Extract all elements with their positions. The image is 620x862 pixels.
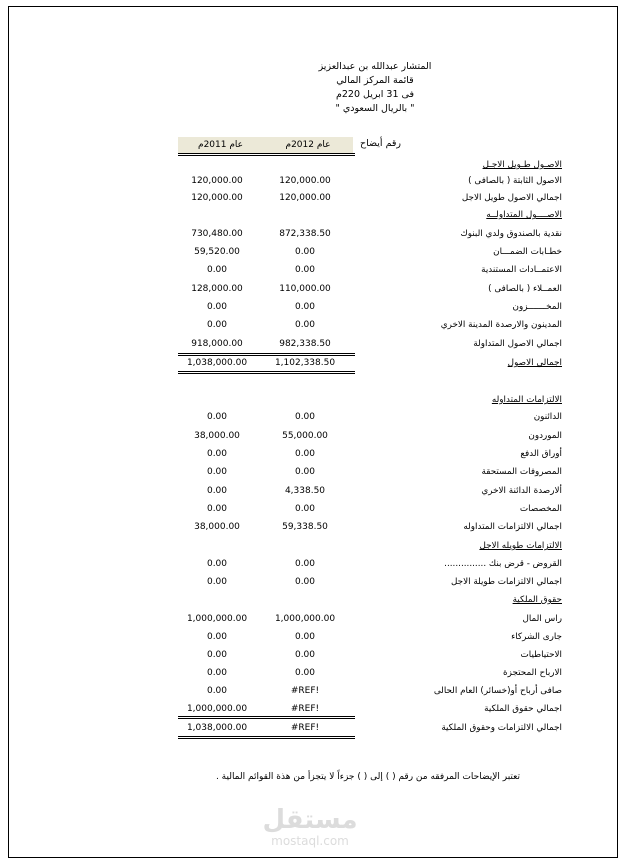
section-heading-row xyxy=(0,592,620,610)
value-2012: 0.00 xyxy=(294,265,316,275)
row-label: الاصـول طـويل الاجـل xyxy=(482,160,562,170)
value-2011: 0.00 xyxy=(206,577,228,587)
value-2012: 0.00 xyxy=(294,247,316,257)
row-label: ألارصدة الدائنة الاخري xyxy=(481,486,562,496)
section-heading-row xyxy=(0,538,620,556)
value-2011: 120,000.00 xyxy=(191,176,243,186)
table-row xyxy=(0,409,620,427)
value-2012: 0.00 xyxy=(294,302,316,312)
value-2012: 0.00 xyxy=(294,668,316,678)
table-row xyxy=(0,683,620,701)
value-2011: 1,000,000.00 xyxy=(186,704,248,714)
value-2011: 0.00 xyxy=(206,449,228,459)
row-label: اجمالي الالتزامات المتداوله xyxy=(463,522,562,532)
row-label: اجمالي الالتزامات طويلة الاجل xyxy=(450,577,562,587)
table-row xyxy=(0,262,620,280)
value-2012: 982,338.50 xyxy=(279,339,331,349)
table-row xyxy=(0,483,620,501)
value-2012: 120,000.00 xyxy=(279,176,331,186)
value-2012: 0.00 xyxy=(294,650,316,660)
value-2011: 0.00 xyxy=(206,668,228,678)
row-label: راس المال xyxy=(522,614,562,624)
value-2011: 0.00 xyxy=(206,686,228,696)
value-2011: 0.00 xyxy=(206,320,228,330)
table-row xyxy=(0,190,620,208)
value-2012: 0.00 xyxy=(294,504,316,514)
table-row xyxy=(0,299,620,317)
value-2011: 0.00 xyxy=(206,412,228,422)
value-2011: 0.00 xyxy=(206,632,228,642)
table-row xyxy=(0,464,620,482)
grand-total-bottom-rule xyxy=(178,736,355,739)
table-row xyxy=(0,244,620,262)
value-2011: 730,480.00 xyxy=(191,229,243,239)
value-2012: 120,000.00 xyxy=(279,193,331,203)
value-2011: 38,000.00 xyxy=(194,431,240,441)
row-label: المدينون والارصدة المدينة الاخري xyxy=(440,320,562,330)
table-row xyxy=(0,173,620,191)
row-label: الاصــــول المتداولــه xyxy=(486,210,562,220)
value-2012: 0.00 xyxy=(294,320,316,330)
row-label: القروض - قرض بنك ............... xyxy=(444,559,562,569)
value-2012: #REF! xyxy=(290,704,320,714)
value-2012: 0.00 xyxy=(294,449,316,459)
watermark-arabic: مستقل xyxy=(262,805,358,835)
row-label: اجمالي حقوق الملكية xyxy=(484,704,562,714)
row-label: الارباح المحتجزة xyxy=(503,668,562,678)
watermark-logo xyxy=(250,806,370,848)
row-label: العمــلاء ( بالصافى ) xyxy=(488,284,562,294)
table-row xyxy=(0,629,620,647)
column-header-2012-label: عام 2012م xyxy=(285,140,331,150)
row-label: الاصول الثابتة ( بالصافى ) xyxy=(468,176,562,186)
section-heading-row xyxy=(0,392,620,410)
row-label: اجمالي الاصول المتداولة xyxy=(473,339,562,349)
row-label: خطـابات الضمـــان xyxy=(493,247,562,257)
table-row xyxy=(0,428,620,446)
row-label: الالتزامات المتداوله xyxy=(491,395,562,405)
table-row xyxy=(0,574,620,592)
column-header-2012 xyxy=(263,137,353,153)
column-header-note: رقم أيضاح xyxy=(360,138,402,149)
statement-date: فى 31 ابريل 220م xyxy=(335,89,414,100)
table-row xyxy=(0,373,620,391)
row-label: أوراق الدفع xyxy=(520,449,562,459)
value-2012: 0.00 xyxy=(294,632,316,642)
row-label: جارى الشركاء xyxy=(511,632,562,642)
table-row xyxy=(0,446,620,464)
value-2011: 38,000.00 xyxy=(194,522,240,532)
table-row xyxy=(0,317,620,335)
value-2012: 1,000,000.00 xyxy=(274,614,336,624)
value-2011: 0.00 xyxy=(206,302,228,312)
table-row xyxy=(0,556,620,574)
value-2012: 0.00 xyxy=(294,577,316,587)
row-label: اجمالي الالتزامات وحقوق الملكية xyxy=(441,723,562,733)
statement-title: قائمة المركز المالي xyxy=(336,75,414,86)
header-double-rule xyxy=(178,153,355,156)
table-row xyxy=(0,226,620,244)
row-label: المخصصات xyxy=(519,504,562,514)
value-2011: 0.00 xyxy=(206,504,228,514)
table-row xyxy=(0,665,620,683)
row-label: المخـــــــزون xyxy=(512,302,562,312)
value-2012: #REF! xyxy=(290,723,320,733)
row-label: نقدية بالصندوق ولدي البنوك xyxy=(460,229,562,239)
row-label: الدائنون xyxy=(533,412,562,422)
currency-note: " بالريال السعودي " xyxy=(335,103,415,114)
value-2012: 55,000.00 xyxy=(282,431,328,441)
total-assets-bottom-rule xyxy=(178,371,355,374)
row-label: اجمالي الاصول xyxy=(507,358,562,368)
footer-note: تعتبر الإيضاحات المرفقه من رقم ( ) إلى ( ) جزءاً لا يتجزأ من هذة القوائم المالية . xyxy=(215,772,520,782)
table-row xyxy=(0,519,620,537)
value-2011: 1,000,000.00 xyxy=(186,614,248,624)
document-header xyxy=(250,60,500,116)
row-label: الالتزامات طويله الاجل xyxy=(479,541,562,551)
section-heading-row xyxy=(0,207,620,225)
row-label: الاعتمــادات المستندية xyxy=(481,265,562,275)
value-2011: 0.00 xyxy=(206,265,228,275)
column-header-2011 xyxy=(178,137,263,153)
row-label: حقوق الملكية xyxy=(512,595,562,605)
value-2012: 110,000.00 xyxy=(279,284,331,294)
table-row xyxy=(0,281,620,299)
watermark-latin: mostaql.com xyxy=(271,834,349,848)
value-2011: 0.00 xyxy=(206,467,228,477)
column-header-2011-label: عام 2011م xyxy=(197,140,244,150)
value-2012: 4,338.50 xyxy=(284,486,326,496)
company-name: المتشار عبدالله بن عبدالعزيز xyxy=(318,61,432,72)
row-label: صافى أرباح أو(خسائر) العام الحالى xyxy=(433,686,562,696)
value-2011: 1,038,000.00 xyxy=(186,723,248,733)
row-label: اجمالي الاصول طويل الاجل xyxy=(461,193,562,203)
value-2011: 0.00 xyxy=(206,486,228,496)
value-2012: 1,102,338.50 xyxy=(274,358,336,368)
value-2011: 0.00 xyxy=(206,650,228,660)
table-row xyxy=(0,336,620,354)
total-equity-bottom-rule xyxy=(178,716,355,719)
value-2012: 59,338.50 xyxy=(282,522,328,532)
row-label: المصروفات المستحقة xyxy=(481,467,562,477)
value-2011: 918,000.00 xyxy=(191,339,243,349)
value-2012: 872,338.50 xyxy=(279,229,331,239)
value-2011: 59,520.00 xyxy=(194,247,240,257)
value-2011: 1,038,000.00 xyxy=(186,358,248,368)
value-2011: 120,000.00 xyxy=(191,193,243,203)
table-row xyxy=(0,501,620,519)
value-2012: 0.00 xyxy=(294,467,316,477)
table-row xyxy=(0,611,620,629)
value-2011: 0.00 xyxy=(206,559,228,569)
value-2011: 128,000.00 xyxy=(191,284,243,294)
value-2012: #REF! xyxy=(290,686,320,696)
value-2012: 0.00 xyxy=(294,412,316,422)
table-row xyxy=(0,647,620,665)
row-label: الموردون xyxy=(528,431,562,441)
row-label: الاحتياطيات xyxy=(520,650,562,660)
total-assets-top-rule xyxy=(178,353,355,356)
value-2012: 0.00 xyxy=(294,559,316,569)
